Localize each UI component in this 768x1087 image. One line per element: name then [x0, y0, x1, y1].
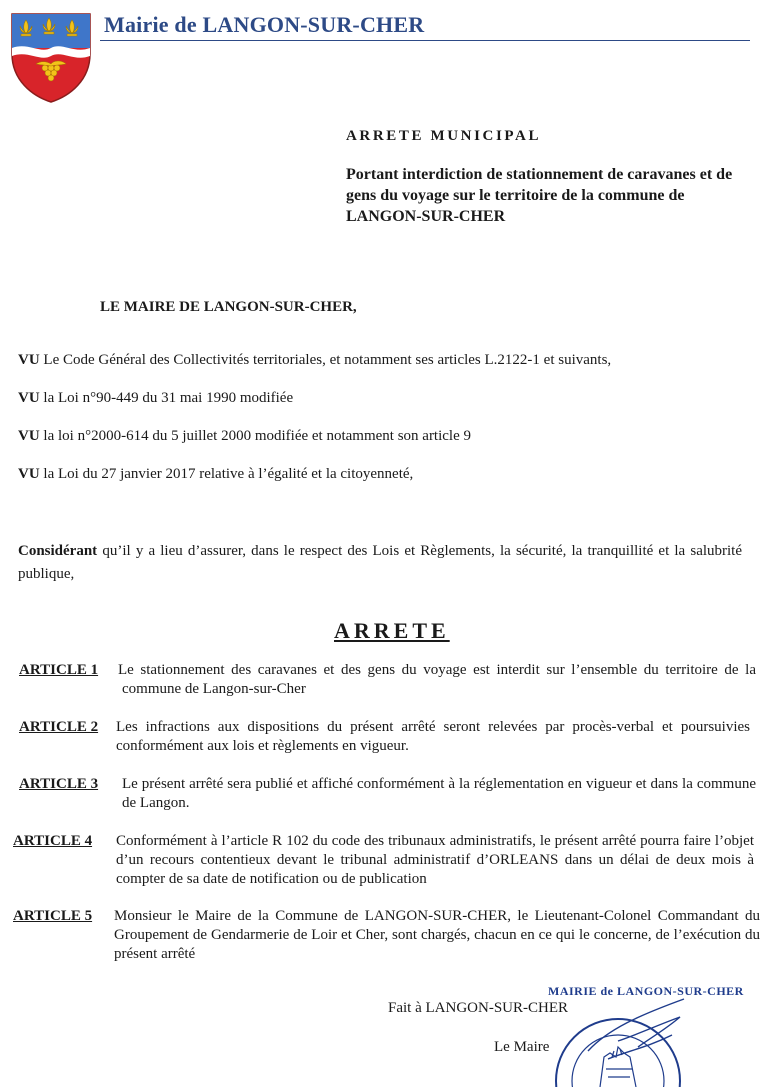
signature-title: Le Maire [494, 1039, 550, 1055]
vu-prefix: VU [18, 352, 40, 368]
article-text: Conformément à l’article R 102 du code des tribunaux administratifs, le présent arrêté pourra faire l’objet d’un recours contentieux devant le tribunal administratif d’ORLEANS dans un délai de deux mois à compter de sa date de notification ou de publication [116, 833, 754, 887]
vu-clause [18, 466, 413, 483]
vu-prefix: VU [18, 428, 40, 444]
handwritten-signature-icon [588, 999, 684, 1059]
vu-clause [18, 390, 293, 407]
vu-text: la Loi n°90-449 du 31 mai 1990 modifiée [43, 390, 294, 406]
coat-of-arms-icon [8, 10, 94, 104]
vu-text: la Loi du 27 janvier 2017 relative à l’égalité et la citoyenneté, [43, 466, 414, 482]
article-label: ARTICLE 1 [19, 662, 99, 678]
considerant-prefix: Considérant [18, 543, 98, 559]
vu-clause [18, 428, 471, 445]
considerant-text: qu’il y a lieu d’assurer, dans le respect des Lois et Règlements, la sécurité, la tranquillité et la salubrité publique, [18, 543, 743, 582]
article-label: ARTICLE 4 [13, 833, 93, 849]
document-type-label: ARRETE MUNICIPAL [346, 128, 542, 144]
maire-heading: LE MAIRE DE LANGON-SUR-CHER, [100, 299, 357, 315]
vu-prefix: VU [18, 390, 40, 406]
vu-text: la loi n°2000-614 du 5 juillet 2000 modifiée et notamment son article 9 [43, 428, 472, 444]
article-label: ARTICLE 3 [19, 776, 99, 792]
article-label: ARTICLE 2 [19, 719, 99, 735]
signature-place: Fait à LANGON-SUR-CHER [388, 1000, 568, 1016]
arrete-heading: ARRETE [334, 618, 450, 643]
article-text: Monsieur le Maire de la Commune de LANGON-SUR-CHER, le Lieutenant-Colonel Commandant du Groupement de Gendarmerie de Loir et Cher, sont chargés, chacun en ce qui le concerne, de l’exécution du présent arrêté [114, 908, 760, 962]
article-text: Les infractions aux dispositions du présent arrêté seront relevées par procès-verbal et poursuivies conformément aux lois et règlements en vigueur. [116, 719, 750, 754]
article-label: ARTICLE 5 [13, 908, 93, 924]
article-text: Le présent arrêté sera publié et affiché conformément à la réglementation en vigueur et dans la commune de Langon. [122, 776, 756, 811]
vu-clause [18, 352, 611, 369]
article-text: Le stationnement des caravanes et des gens du voyage est interdit sur l’ensemble du territoire de la commune de Langon-sur-Cher [118, 662, 756, 697]
stamp-text: MAIRIE de LANGON-SUR-CHER [548, 984, 744, 998]
vu-text: Le Code Général des Collectivités territoriales, et notamment ses articles L.2122-1 et suivants, [43, 352, 612, 368]
mairie-title: Mairie de LANGON-SUR-CHER [104, 12, 425, 37]
considerant-clause [18, 540, 742, 586]
document-subject: Portant interdiction de stationnement de caravanes et de gens du voyage sur le territoire de la commune de LANGON-SUR-CHER [346, 166, 733, 225]
header-divider [100, 40, 750, 41]
vu-prefix: VU [18, 466, 40, 482]
official-stamp-icon [548, 984, 744, 1087]
